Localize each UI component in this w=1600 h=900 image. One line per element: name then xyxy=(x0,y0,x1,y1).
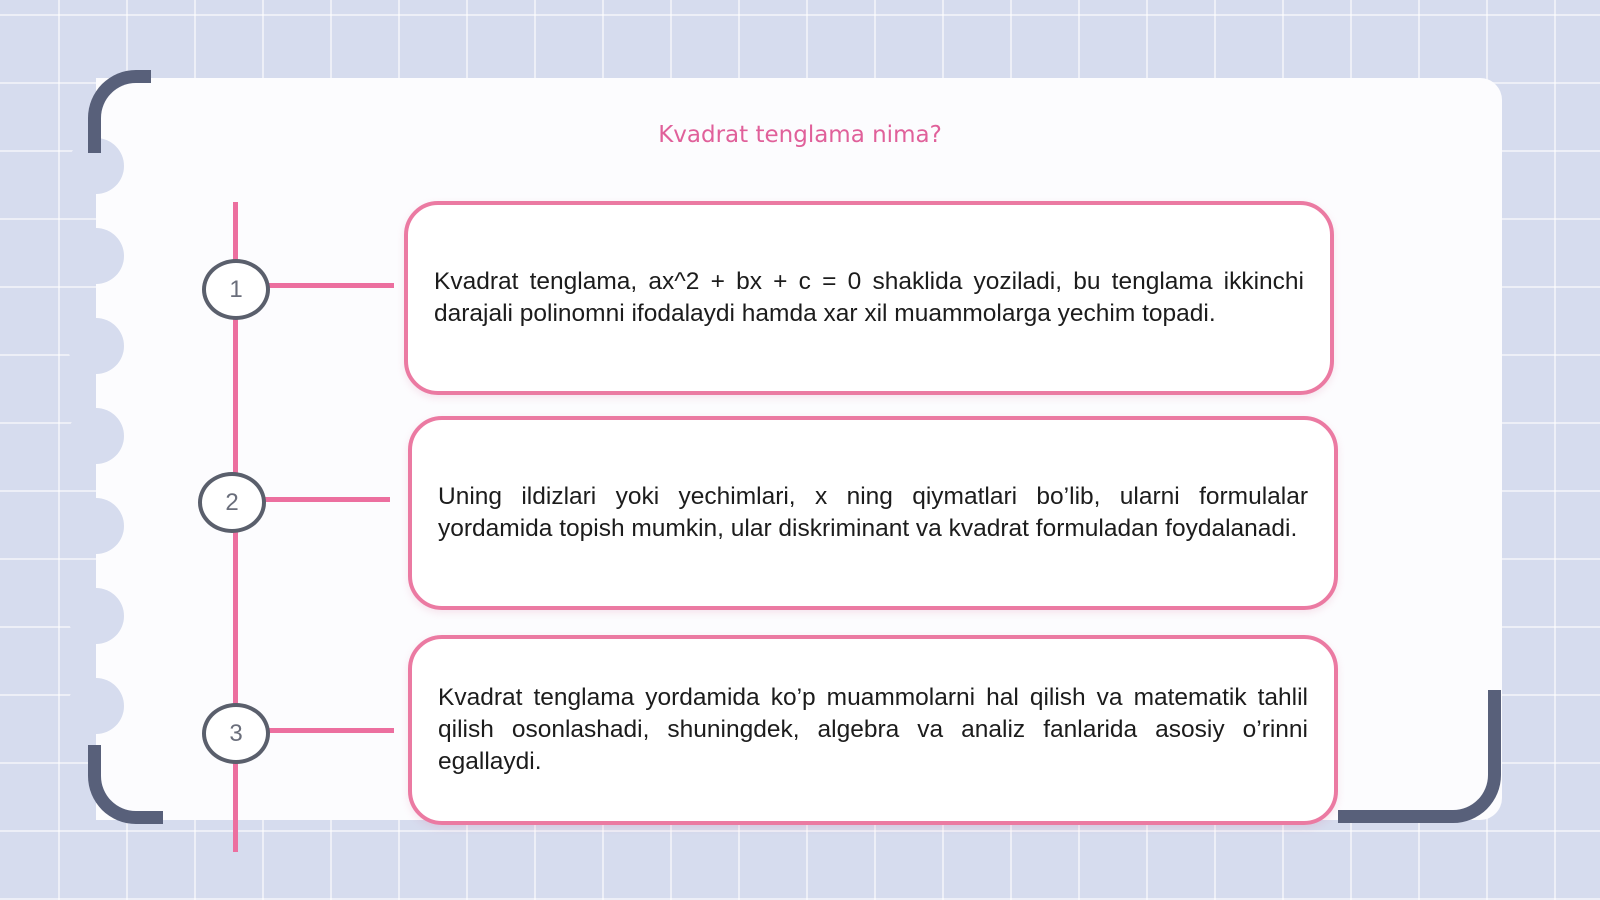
corner-bracket-bottom-right xyxy=(1338,690,1501,823)
step-card-1 xyxy=(404,201,1334,395)
paper-scallop xyxy=(68,588,124,644)
step-card-3 xyxy=(408,635,1338,825)
step-text-2: Uning ildizlari yoki yechimlari, x ning qiymatlari bo’lib, ularni formulalar yordamida topish mumkin, ular diskriminant va kvadrat formuladan foydalanadi. xyxy=(438,483,1308,542)
paper-scallop xyxy=(68,228,124,284)
step-number-1: 1 xyxy=(202,259,270,320)
timeline-connector-1 xyxy=(266,283,394,288)
paper-scallop xyxy=(68,678,124,734)
paper-scallop xyxy=(68,318,124,374)
paper-scallop xyxy=(68,498,124,554)
step-card-2 xyxy=(408,416,1338,610)
timeline-connector-3 xyxy=(266,728,394,733)
paper-scallop xyxy=(68,408,124,464)
slide-title: Kvadrat tenglama nima? xyxy=(658,122,942,148)
step-text-3: Kvadrat tenglama yordamida ko’p muammolarni hal qilish va matematik tahlil qilish osonlashadi, shuningdek, algebra va analiz fanlarida asosiy o’rinni egallaydi. xyxy=(438,684,1308,775)
step-number-3: 3 xyxy=(202,703,270,764)
timeline-connector-2 xyxy=(262,497,390,502)
step-text-1: Kvadrat tenglama, ax^2 + bx + c = 0 shaklida yoziladi, bu tenglama ikkinchi darajali polinomni ifodalaydi hamda xar xil muammolarga yechim topadi. xyxy=(434,268,1304,327)
step-number-2: 2 xyxy=(198,472,266,533)
